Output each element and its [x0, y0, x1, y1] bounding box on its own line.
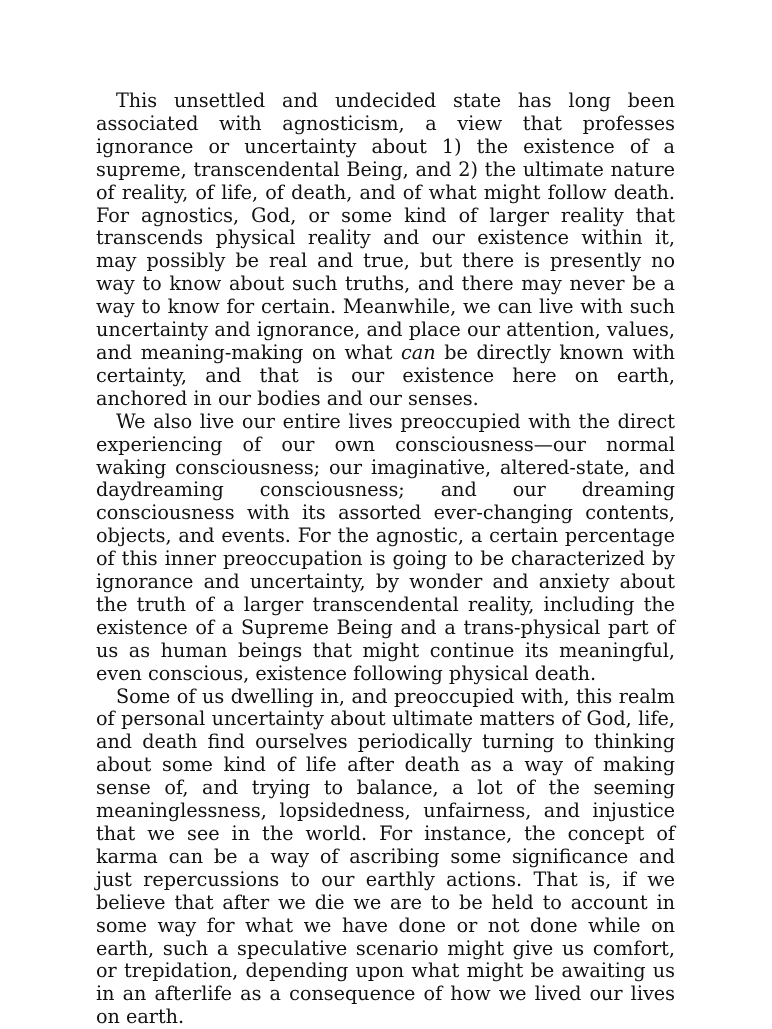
paragraph-consciousness: We also live our entire lives preoccupied with the direct experiencing of our own consciousness—our normal waking consciousness; our imaginative, altered-state, and daydreaming consciousness; and our dreaming consciousness with its assorted ever-changing contents, objects, and events. For the agnostic, a certain percentage of this inner preoccupation is going to be characterized by ignorance and uncertainty, by wonder and anxiety about the truth of a larger transcendental reality, including the existence of a Supreme Being and a trans-physical part of us as human beings that might continue its meaningful, even conscious, existence following physical death.	[96, 409, 675, 685]
paragraph-text: This unsettled and undecided state has long been associated with agnosticism, a view that professes ignorance or uncertainty about 1) the existence of a supreme, transcendental Being, and 2) the ultimate nature of reality, of life, of death, and of what might follow death. For agnostics, God, or some kind of larger reality that transcends physical reality and our existence within it, may possibly be real and true, but there is presently no way to know about such truths, and there may never be a way to know for certain. Meanwhile, we can live with such uncertainty and ignorance, and place our attention, values, and meaning-making on what	[96, 89, 675, 364]
paragraph-karma: Some of us dwelling in, and preoccupied with, this realm of personal uncertainty about ultimate matters of God, life, and death find ourselves periodically turning to thinking about some kind of life after death as a way of making sense of, and trying to balance, a lot of the seeming meaninglessness, lopsidedness, unfairness, and injustice that we see in the world. For instance, the concept of karma can be a way of ascribing some significance and just repercussions to our earthly actions. That is, if we believe that after we die we are to be held to account in some way for what we have done or not done while on earth, such a speculative scenario might give us comfort, or trepidation, depending upon what might be awaiting us in an afterlife as a consequence of how we lived our lives on earth.	[96, 684, 675, 1029]
emphasized-word: can	[401, 340, 436, 364]
page-body	[96, 90, 675, 1029]
paragraph-text: be directly known with certainty, and that is our existence here on earth, anchored in our bodies and our senses.	[96, 340, 675, 410]
paragraph-agnosticism	[96, 90, 675, 411]
